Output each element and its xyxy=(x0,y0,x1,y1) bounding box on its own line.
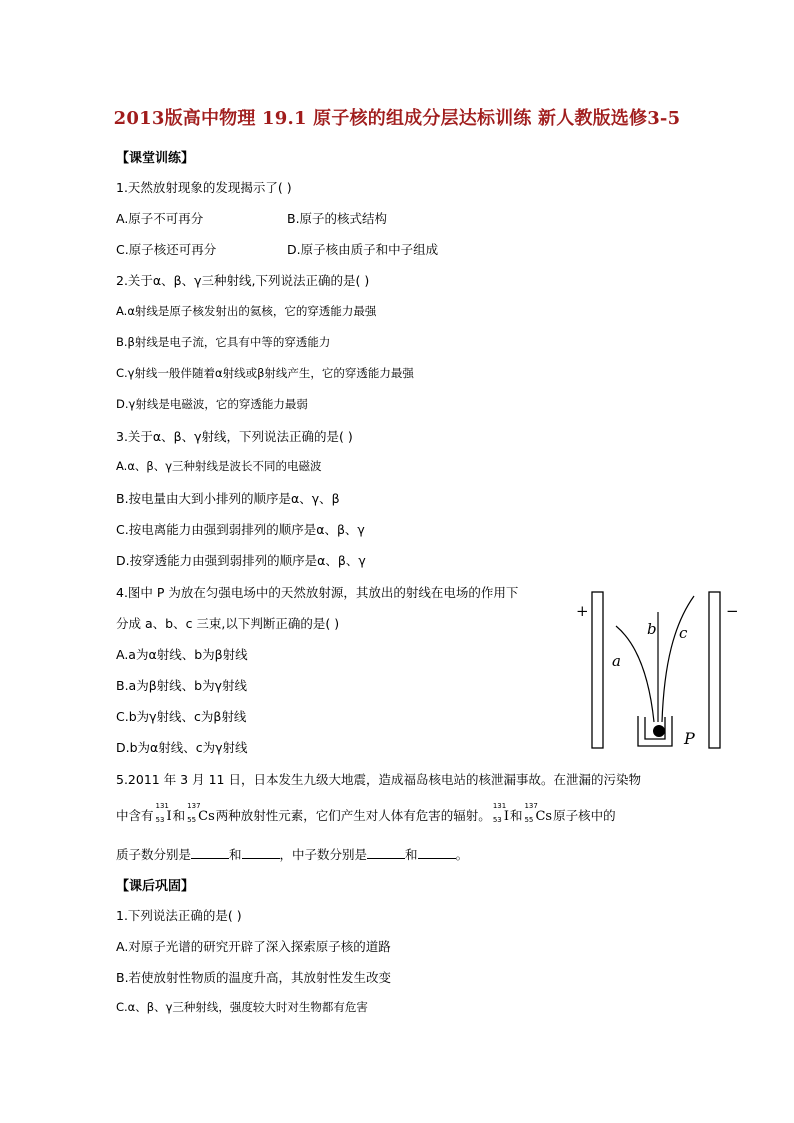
positive-plate-sign: + xyxy=(576,602,589,620)
q3-option-b: B.按电量由大到小排列的顺序是α、γ、β xyxy=(116,491,340,506)
q1-stem: 1.天然放射现象的发现揭示了( ) xyxy=(116,180,292,195)
answer-blank-4[interactable] xyxy=(418,846,456,859)
source-label-P: P xyxy=(684,729,695,748)
q2-option-c: C.γ射线一般伴随着α射线或β射线产生，它的穿透能力最强 xyxy=(116,366,414,380)
cesium-isotope-2: 137 55 Cs xyxy=(524,802,553,824)
q2-stem: 2.关于α、β、γ三种射线,下列说法正确的是( ) xyxy=(116,273,370,288)
q5-line2: 中含有 131 53 I和 137 55 Cs两种放射性元素，它们产生对人体有危害的辐射。 131 53 I和 137 55 Cs原子核中的 xyxy=(116,802,616,824)
ray-a-path xyxy=(616,626,654,722)
q1-option-b: B.原子的核式结构 xyxy=(287,211,388,226)
q5-line2-pre: 中含有 xyxy=(116,808,154,823)
answer-blank-3[interactable] xyxy=(367,846,405,859)
q4-option-b: B.a为β射线、b为γ射线 xyxy=(116,678,248,693)
q3-option-d: D.按穿透能力由强到弱排列的顺序是α、β、γ xyxy=(116,553,366,568)
cesium-isotope: 137 55 Cs xyxy=(187,802,215,824)
q1-option-c: C.原子核还可再分 xyxy=(116,242,217,257)
q3-option-a: A.α、β、γ三种射线是波长不同的电磁波 xyxy=(116,459,322,473)
ray-c-label: c xyxy=(679,624,688,642)
q1-option-d: D.原子核由质子和中子组成 xyxy=(287,242,439,257)
negative-plate xyxy=(709,592,720,748)
section-heading-after: 【课后巩固】 xyxy=(116,879,195,894)
ray-b-label: b xyxy=(647,620,657,638)
q2-option-b: B.β射线是电子流，它具有中等的穿透能力 xyxy=(116,335,331,349)
q1-option-a: A.原子不可再分 xyxy=(116,211,204,226)
iodine-isotope-2: 131 53 I xyxy=(492,802,509,824)
radiation-field-diagram xyxy=(572,584,752,756)
q4-option-d: D.b为α射线、c为γ射线 xyxy=(116,740,248,755)
q2-option-d: D.γ射线是电磁波，它的穿透能力最弱 xyxy=(116,397,308,411)
p1-option-b: B.若使放射性物质的温度升高，其放射性发生改变 xyxy=(116,970,392,985)
answer-blank-1[interactable] xyxy=(191,846,229,859)
negative-plate-sign: − xyxy=(726,602,739,620)
q4-stem-line2: 分成 a、b、c 三束,以下判断正确的是( ) xyxy=(116,616,340,631)
page-title: 2013版高中物理 19.1 原子核的组成分层达标训练 新人教版选修3-5 xyxy=(113,108,681,129)
q5-line3: 质子数分别是 和 ，中子数分别是 和 。 xyxy=(116,847,469,862)
positive-plate xyxy=(592,592,603,748)
answer-blank-2[interactable] xyxy=(242,846,280,859)
p1-stem: 1.下列说法正确的是( ) xyxy=(116,908,242,923)
ray-c-path xyxy=(662,596,694,722)
p1-option-a: A.对原子光谱的研究开辟了深入探索原子核的道路 xyxy=(116,939,391,954)
q3-stem: 3.关于α、β、γ射线，下列说法正确的是( ) xyxy=(116,429,353,444)
q4-option-a: A.a为α射线、b为β射线 xyxy=(116,647,248,662)
ray-a-label: a xyxy=(612,652,621,670)
q4-stem-line1: 4.图中 P 为放在匀强电场中的天然放射源，其放出的射线在电场的作用下 xyxy=(116,585,519,600)
p1-option-c: C.α、β、γ三种射线，强度较大时对生物都有危害 xyxy=(116,1000,368,1014)
q5-line1: 5.2011 年 3 月 11 日，日本发生九级大地震，造成福岛核电站的核泄漏事故。在泄漏的污染物 xyxy=(116,772,641,787)
iodine-isotope: 131 53 I xyxy=(155,802,172,824)
section-heading-class: 【课堂训练】 xyxy=(116,151,195,166)
q3-option-c: C.按电离能力由强到弱排列的顺序是α、β、γ xyxy=(116,522,365,537)
q4-option-c: C.b为γ射线、c为β射线 xyxy=(116,709,247,724)
q2-option-a: A.α射线是原子核发射出的氦核，它的穿透能力最强 xyxy=(116,304,377,318)
radioactive-source-P xyxy=(653,725,665,737)
